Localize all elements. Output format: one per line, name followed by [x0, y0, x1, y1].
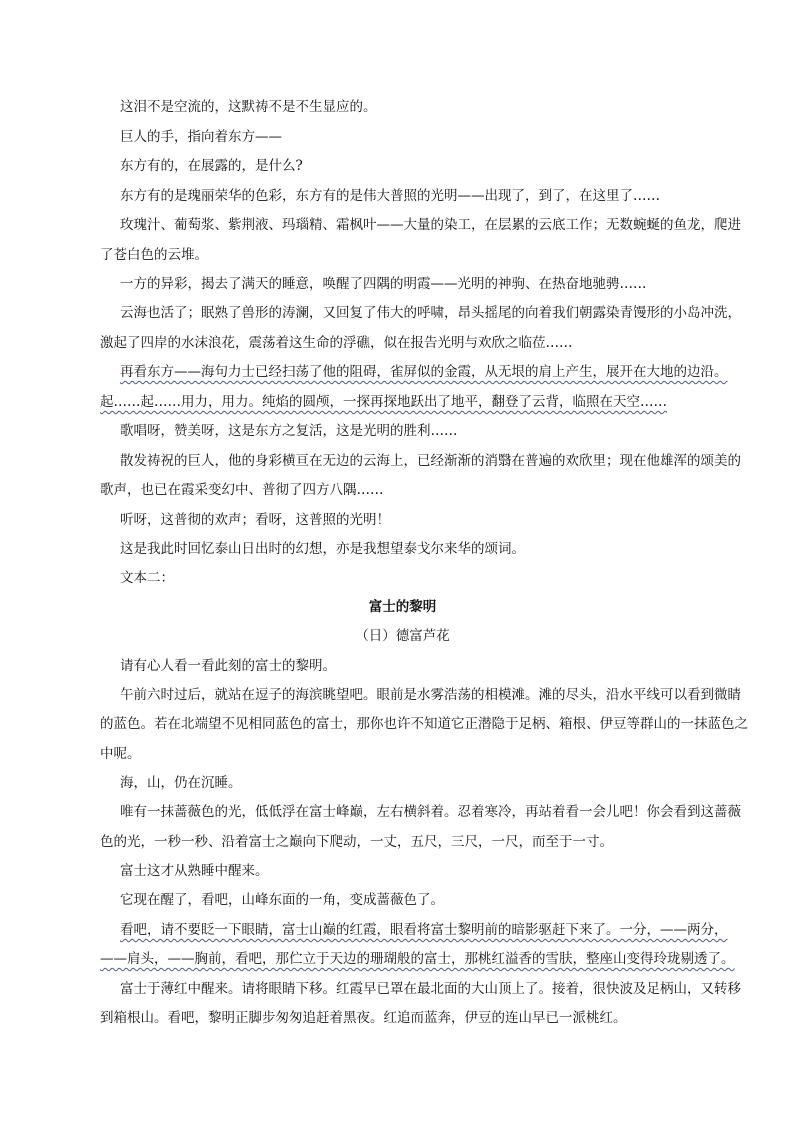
paragraph: 听呀，这普彻的欢声；看呀，这普照的光明！ — [120, 512, 390, 528]
paragraph: 它现在醒了，看吧，山峰东面的一角，变成蔷薇色了。 — [120, 892, 444, 908]
paragraph-continuation: 到箱根山。看吧，黎明正脚步匆匆追赶着黑夜。红追而蓝奔，伊豆的连山早已一派桃红。 — [100, 1010, 627, 1026]
paragraph: 东方有的，在展露的，是什么? — [120, 158, 303, 174]
paragraph: 玫瑰汁、葡萄浆、紫荆液、玛瑙精、霜枫叶——大量的染工，在层累的云底工作；无数蜿蜒的鱼龙，爬进 — [120, 217, 741, 233]
paragraph: 云海也活了；眠熟了兽形的涛澜，又回复了伟大的呼啸，昂头摇尾的向着我们朝露染青馒形的小岛冲洗， — [120, 305, 741, 321]
paragraph-continuation: 的蓝色。若在北端望不见相同蓝色的富士，那你也许不知道它正潜隐于足柄、箱根、伊豆等群山的一抹蓝色之 — [100, 716, 748, 732]
paragraph-continuation: 了苍白色的云堆。 — [100, 247, 208, 263]
paragraph-continuation: 色的光，一秒一秒、沿着富士之巅向下爬动，一丈，五尺，三尺，一尺，而至于一寸。 — [100, 834, 613, 850]
paragraph: 这是我此时回忆泰山日出时的幻想，亦是我想望泰戈尔来华的颂词。 — [120, 541, 525, 557]
underlined-paragraph: 看吧，请不要眨一下眼睛，富士山巅的红霞，眼看将富士黎明前的暗影驱赶下来了。一分，——两分， — [120, 922, 728, 938]
paragraph: 海，山，仍在沉睡。 — [120, 775, 242, 791]
paragraph: 唯有一抹蔷薇色的光，低低浮在富士峰巅，左右横斜着。忍着寒冷，再站着看一会儿吧！你会看到这蔷薇 — [120, 804, 741, 820]
paragraph: 一方的异彩，揭去了满天的睡意，唤醒了四隅的明霞——光明的神驹、在热奋地驰骋…… — [120, 276, 647, 292]
article-title: 富士的黎明 — [368, 599, 437, 615]
paragraph-continuation: 歌声，也已在霞采变幻中、普彻了四方八隅…… — [100, 482, 384, 498]
paragraph: 请有心人看一看此刻的富士的黎明。 — [120, 658, 336, 674]
paragraph: 歌唱呀，赞美呀，这是东方之复活，这是光明的胜利…… — [120, 423, 458, 439]
article-author: （日）德富芦花 — [355, 628, 450, 644]
underlined-paragraph-continuation: 起……起……用力，用力。纯焰的圆颅，一探再探地跃出了地平，翻登了云背，临照在天空…… — [100, 394, 667, 410]
paragraph-continuation: 激起了四岸的水沫浪花，震荡着这生命的浮礁，似在报告光明与欢欣之临莅…… — [100, 335, 573, 351]
paragraph: 富士于薄红中醒来。请将眼睛下移。红霞早已罩在最北面的大山顶上了。接着，很快波及足柄山，又转移 — [120, 981, 741, 997]
paragraph: 午前六时过后，就站在逗子的海滨眺望吧。眼前是水雾浩荡的相模滩。滩的尽头，沿水平线可以看到微睛 — [120, 687, 741, 703]
paragraph: 巨人的手，指向着东方—— — [120, 129, 282, 145]
paragraph: 散发祷祝的巨人，他的身彩横亘在无边的云海上，已经渐渐的消翳在普遍的欢欣里；现在他雄浑的颂美的 — [120, 453, 741, 469]
underlined-paragraph: 再看东方——海句力士已经扫荡了他的阻碍，雀屏似的金霞，从无垠的肩上产生，展开在大地的边沿。 — [120, 364, 728, 380]
paragraph-continuation: 中呢。 — [100, 746, 141, 762]
paragraph: 这泪不是空流的，这默祷不是不生显应的。 — [120, 99, 377, 115]
underlined-paragraph-continuation: ——肩头，——胸前，看吧，那伫立于天边的珊瑚般的富士，那桃红溢香的雪肤，整座山变得玲珑剔透了。 — [100, 951, 735, 967]
paragraph: 东方有的是瑰丽荣华的色彩，东方有的是伟大普照的光明——出现了，到了，在这里了…… — [120, 188, 660, 204]
section-label: 文本二： — [120, 570, 174, 586]
paragraph: 富士这才从熟睡中醒来。 — [120, 863, 269, 879]
